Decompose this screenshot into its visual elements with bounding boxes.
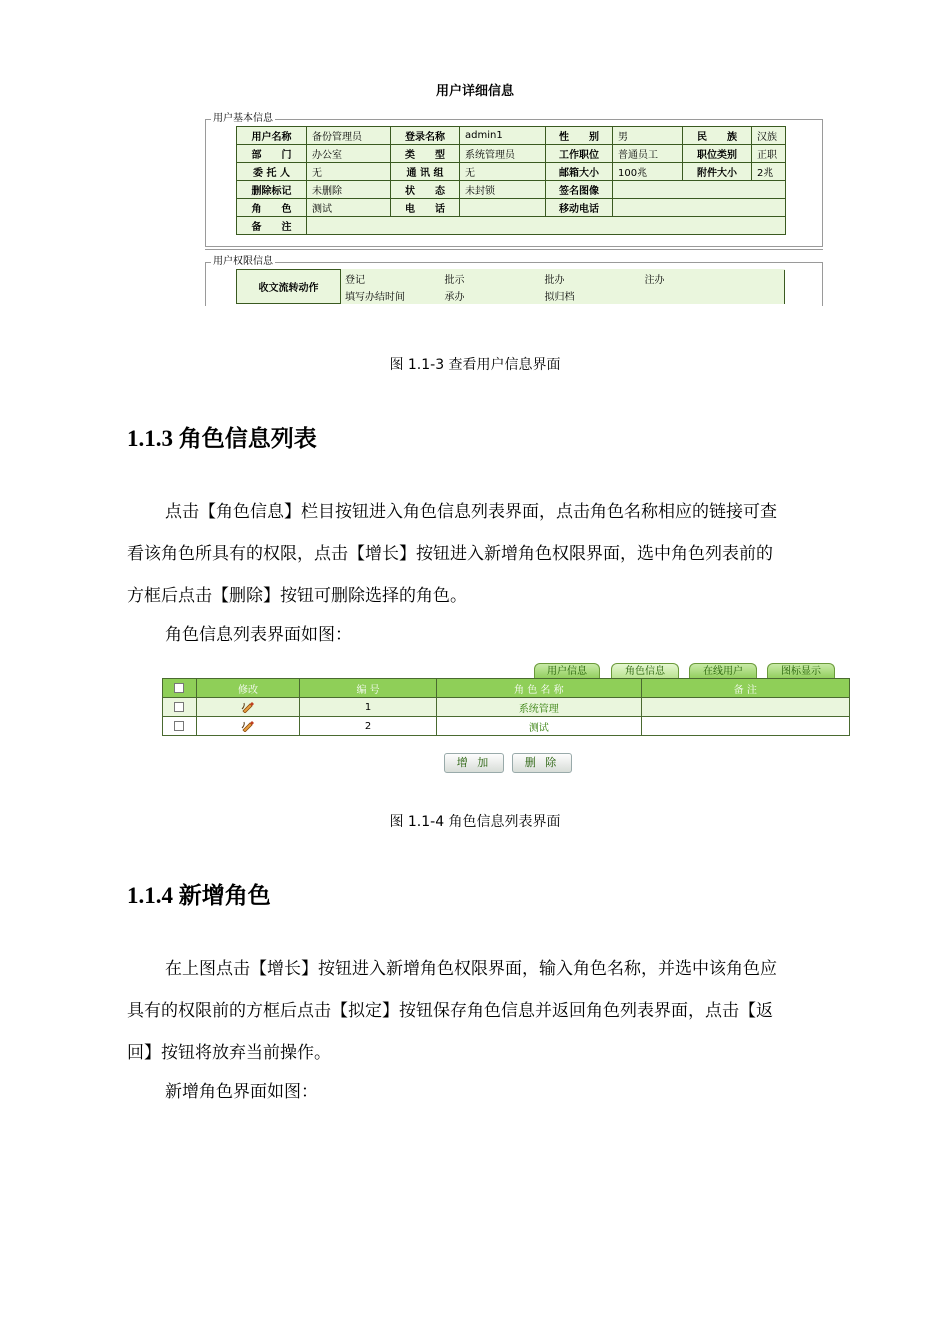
field-label: 移动电话 — [546, 199, 613, 217]
field-value: 无 — [307, 163, 391, 181]
select-all-checkbox[interactable] — [174, 683, 184, 693]
field-label: 用户名称 — [237, 127, 307, 145]
role-name-link[interactable]: 系统管理 — [437, 698, 641, 717]
role-note — [641, 698, 849, 717]
role-table — [162, 678, 850, 736]
column-header: 角 色 名 称 — [437, 679, 641, 698]
field-value — [613, 199, 786, 217]
section1-body — [127, 491, 855, 617]
column-header: 修改 — [196, 679, 299, 698]
field-label: 角 色 — [237, 199, 307, 217]
checkbox-cell — [163, 698, 197, 717]
user-info-table — [236, 126, 786, 235]
permission-item — [641, 287, 785, 304]
field-label: 通 讯 组 — [391, 163, 460, 181]
tab-icon-display[interactable]: 图标显示 — [767, 663, 835, 679]
table-row — [163, 717, 850, 736]
paragraph-line: 方框后点击【删除】按钮可删除选择的角色。 — [127, 586, 467, 606]
permission-item: 承办 — [444, 291, 465, 303]
add-button[interactable]: 增 加 — [444, 753, 504, 773]
field-value: 办公室 — [307, 145, 391, 163]
tab-role-info[interactable]: 角色信息 — [611, 663, 679, 679]
pencil-icon[interactable] — [241, 701, 255, 713]
field-label: 附件大小 — [683, 163, 752, 181]
section2-body — [127, 948, 855, 1074]
field-label: 删除标记 — [237, 181, 307, 199]
permission-item: 登记 — [345, 274, 365, 286]
field-label: 邮箱大小 — [546, 163, 613, 181]
info-row — [237, 163, 786, 181]
info-row — [237, 217, 786, 235]
divider — [205, 249, 823, 250]
select-all-cell — [163, 679, 197, 698]
field-label: 民 族 — [683, 127, 752, 145]
permission-item: 批办 — [544, 274, 565, 286]
column-header: 编 号 — [300, 679, 437, 698]
table-row — [163, 698, 850, 717]
field-label: 电 话 — [391, 199, 460, 217]
field-value — [460, 199, 546, 217]
tab-online-users[interactable]: 在线用户 — [689, 663, 757, 679]
row-checkbox[interactable] — [174, 721, 184, 731]
pencil-icon[interactable] — [241, 720, 255, 732]
permission-item: 注办 — [641, 270, 785, 287]
role-name-link[interactable]: 测试 — [437, 717, 641, 736]
tab-user-info[interactable]: 用户信息 — [534, 663, 600, 679]
field-value: 未删除 — [307, 181, 391, 199]
permission-label: 收文流转动作 — [237, 270, 341, 304]
signature-image-cell — [613, 181, 786, 199]
info-row — [237, 145, 786, 163]
row-checkbox[interactable] — [174, 702, 184, 712]
section1-intro — [127, 614, 855, 656]
paragraph-line: 在上图点击【增长】按钮进入新增角色权限界面，输入角色名称，并选中该角色应 — [165, 959, 777, 979]
paragraph-line: 角色信息列表界面如图： — [165, 625, 352, 645]
checkbox-cell — [163, 717, 197, 736]
note-value — [307, 217, 786, 235]
section-heading: 1.1.4 新增角色 — [127, 883, 271, 908]
field-value: 普通员工 — [613, 145, 683, 163]
table-header-row — [163, 679, 850, 698]
role-id: 1 — [300, 698, 437, 717]
info-row — [237, 199, 786, 217]
field-value: 无 — [460, 163, 546, 181]
field-value: 系统管理员 — [460, 145, 546, 163]
field-label: 签名图像 — [546, 181, 613, 199]
field-label: 工作职位 — [546, 145, 613, 163]
role-list-panel — [162, 678, 850, 738]
field-value: admin1 — [460, 127, 546, 145]
delete-button[interactable]: 删 除 — [512, 753, 572, 773]
field-value: 正职 — [752, 145, 786, 163]
paragraph-line: 新增角色界面如图： — [165, 1082, 318, 1102]
paragraph-line: 具有的权限前的方框后点击【拟定】按钮保存角色信息并返回角色列表界面，点击【返 — [127, 1001, 773, 1021]
field-value: 男 — [613, 127, 683, 145]
section-heading: 1.1.3 角色信息列表 — [127, 426, 317, 451]
permission-item: 填写办结时间 — [345, 291, 405, 303]
figure1-title: 用户详细信息 — [435, 84, 514, 99]
field-label: 性 别 — [546, 127, 613, 145]
field-value: 100兆 — [613, 163, 683, 181]
basic-info-legend: 用户基本信息 — [213, 113, 273, 124]
figure2-caption: 图 1.1-4 角色信息列表界面 — [389, 814, 561, 830]
field-value: 未封锁 — [460, 181, 546, 199]
field-value: 备份管理员 — [307, 127, 391, 145]
permission-row — [237, 270, 785, 287]
permission-table — [236, 269, 785, 304]
field-label: 登录名称 — [391, 127, 460, 145]
edit-cell — [196, 698, 299, 717]
column-header: 备 注 — [641, 679, 849, 698]
role-note — [641, 717, 849, 736]
field-value: 测试 — [307, 199, 391, 217]
role-id: 2 — [300, 717, 437, 736]
field-label: 状 态 — [391, 181, 460, 199]
permission-item: 拟归档 — [544, 291, 575, 303]
permission-item: 批示 — [444, 274, 465, 286]
permission-legend: 用户权限信息 — [213, 256, 273, 267]
paragraph-line: 看该角色所具有的权限，点击【增长】按钮进入新增角色权限界面，选中角色列表前的 — [127, 544, 773, 564]
info-row — [237, 181, 786, 199]
field-label: 类 型 — [391, 145, 460, 163]
field-label: 委 托 人 — [237, 163, 307, 181]
edit-cell — [196, 717, 299, 736]
field-value: 2兆 — [752, 163, 786, 181]
figure-crop-mask — [204, 306, 824, 318]
info-row — [237, 127, 786, 145]
field-label: 部 门 — [237, 145, 307, 163]
field-label: 职位类别 — [683, 145, 752, 163]
section2-intro — [127, 1071, 855, 1113]
field-value: 汉族 — [752, 127, 786, 145]
field-label: 备 注 — [237, 217, 307, 235]
paragraph-line: 回】按钮将放弃当前操作。 — [127, 1043, 331, 1063]
paragraph-line: 点击【角色信息】栏目按钮进入角色信息列表界面，点击角色名称相应的链接可查 — [165, 502, 777, 522]
figure1-caption: 图 1.1-3 查看用户信息界面 — [389, 357, 561, 373]
